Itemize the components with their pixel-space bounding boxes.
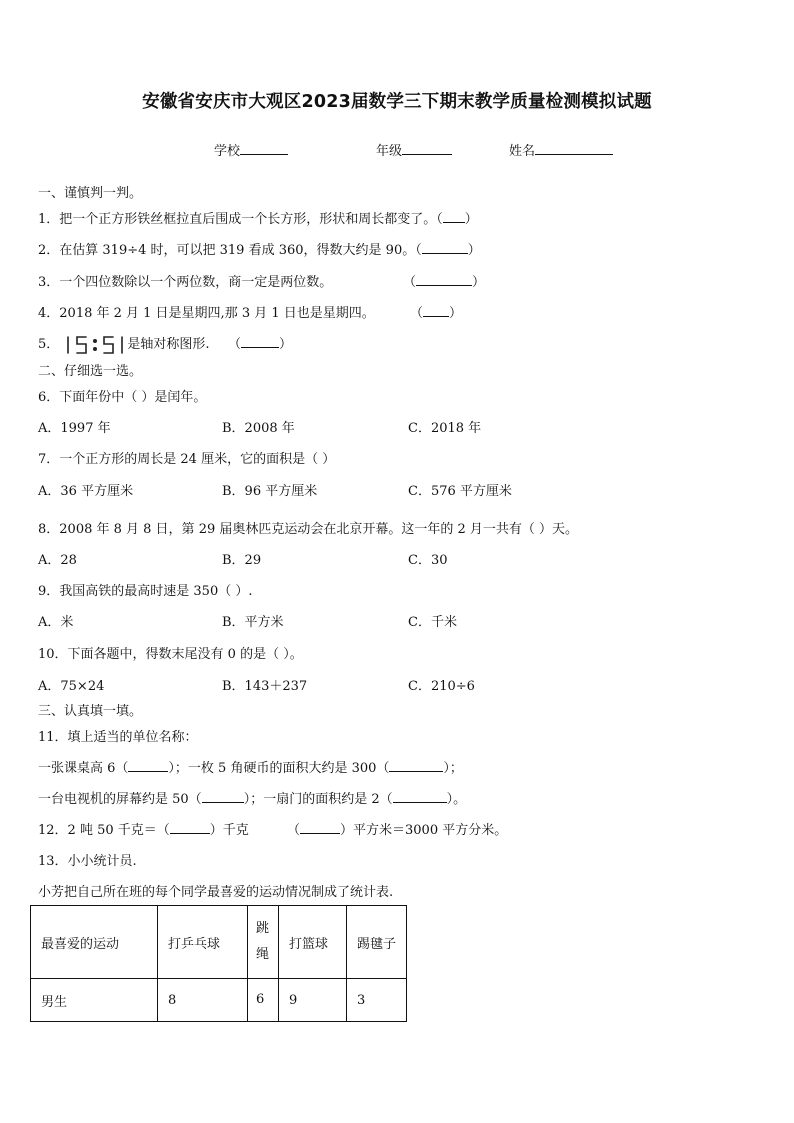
table-row-label: 男生	[31, 979, 158, 1022]
option-8c[interactable]: C．30	[408, 553, 448, 568]
answer-blank-4[interactable]	[423, 304, 449, 317]
page-title: 安徽省安庆市大观区2023届数学三下期末教学质量检测模拟试题	[142, 92, 652, 112]
name-blank[interactable]	[535, 142, 613, 155]
school-field[interactable]	[214, 140, 288, 159]
school-label: 学校	[214, 144, 241, 159]
question-4	[38, 302, 375, 321]
option-6a[interactable]: A．1997 年	[38, 421, 111, 436]
section-heading-judge: 一、谨慎判一判。	[38, 186, 143, 201]
question-5	[38, 333, 210, 355]
question-5-text: 是轴对称图形.	[127, 337, 210, 352]
question-4-answer	[410, 302, 462, 321]
question-11-line-2	[38, 788, 466, 807]
table-cell[interactable]: 9	[279, 979, 347, 1022]
grade-field[interactable]	[376, 140, 452, 159]
table-header-cell: 最喜爱的运动	[31, 906, 158, 979]
paren-close: ）	[467, 243, 481, 258]
paren-close: ）	[279, 337, 293, 352]
option-7c[interactable]: C．576 平方厘米	[408, 484, 512, 499]
option-7a[interactable]: A．36 平方厘米	[38, 484, 134, 499]
section-heading-fill: 三、认真填一填。	[38, 704, 143, 719]
table-header-cell: 打乒乓球	[158, 906, 248, 979]
section-heading-choice: 二、仔细选一选。	[38, 364, 143, 379]
question-3-text: 3．一个四位数除以一个两位数，商一定是两位数。	[38, 275, 333, 290]
answer-blank-11a[interactable]	[128, 759, 168, 772]
school-blank[interactable]	[240, 142, 288, 155]
table-header-cell: 打篮球	[279, 906, 347, 979]
option-10c[interactable]: C．210÷6	[408, 679, 475, 694]
question-3-answer	[403, 271, 485, 290]
sports-stat-table	[30, 905, 407, 1022]
question-1-text: 1．把一个正方形铁丝框拉直后围成一个长方形，形状和周长都变了。（	[38, 212, 443, 227]
text-segment: 12．2 吨 50 千克＝（	[38, 823, 170, 838]
name-field[interactable]	[509, 140, 613, 159]
text-segment: （	[287, 823, 301, 838]
text-segment: ）千克	[209, 823, 249, 838]
question-7: 7．一个正方形的周长是 24 厘米，它的面积是（ ）	[38, 452, 336, 467]
question-4-text: 4．2018 年 2 月 1 日是星期四,那 3 月 1 日也是星期四。	[38, 306, 375, 321]
question-13-description: 小芳把自己所在班的每个同学最喜爱的运动情况制成了统计表.	[38, 885, 394, 900]
name-label: 姓名	[509, 144, 536, 159]
table-header-row	[31, 906, 407, 979]
option-6b[interactable]: B．2008 年	[222, 421, 295, 436]
option-9a[interactable]: A．米	[38, 615, 74, 630]
answer-blank-5[interactable]	[241, 335, 279, 348]
question-3	[38, 271, 332, 290]
question-2	[38, 239, 481, 258]
paren-close: ）	[464, 212, 478, 227]
question-13: 13．小小统计员.	[38, 854, 137, 869]
question-5-answer	[228, 333, 292, 352]
question-8: 8．2008 年 8 月 8 日，第 29 届奥林匹克运动会在北京开幕。这一年的 2 月一共有（ ）天。	[38, 522, 579, 537]
paren-close: ）	[449, 306, 463, 321]
text-segment: ）。	[446, 792, 467, 807]
question-12	[38, 819, 249, 838]
question-6: 6．下面年份中（ ）是闰年。	[38, 390, 207, 405]
option-9b[interactable]: B．平方米	[222, 615, 284, 630]
answer-blank-12b[interactable]	[300, 821, 340, 834]
answer-blank-12a[interactable]	[170, 821, 210, 834]
option-10b[interactable]: B．143＋237	[222, 679, 308, 694]
answer-blank-1[interactable]	[443, 210, 465, 223]
question-11: 11．填上适当的单位名称：	[38, 730, 198, 745]
grade-blank[interactable]	[402, 142, 452, 155]
digital-clock-digits-image	[63, 335, 127, 355]
text-segment: ）；	[443, 761, 463, 776]
answer-blank-3[interactable]	[416, 273, 472, 286]
table-header-cell: 跳绳	[248, 906, 279, 979]
table-header-cell: 踢毽子	[347, 906, 407, 979]
answer-blank-11c[interactable]	[202, 790, 244, 803]
question-1	[38, 208, 478, 227]
table-row	[31, 979, 407, 1022]
text-segment: 一张课桌高 6（	[38, 761, 129, 776]
option-10a[interactable]: A．75×24	[38, 679, 105, 694]
table-cell[interactable]: 6	[248, 979, 279, 1022]
question-2-text: 2．在估算 319÷4 时，可以把 319 看成 360，得数大约是 90。（	[38, 243, 422, 258]
question-9: 9．我国高铁的最高时速是 350（ ）.	[38, 584, 253, 599]
paren-open: （	[228, 337, 242, 352]
question-12-part-2	[287, 819, 507, 838]
grade-label: 年级	[376, 144, 403, 159]
paren-close: ）	[472, 275, 486, 290]
question-5-number: 5．	[38, 337, 60, 352]
question-10: 10．下面各题中，得数末尾没有 0 的是（ ）。	[38, 647, 303, 662]
answer-blank-11b[interactable]	[389, 759, 443, 772]
option-8b[interactable]: B．29	[222, 553, 262, 568]
answer-blank-11d[interactable]	[393, 790, 447, 803]
text-segment: ）；一枚 5 角硬币的面积大约是 300（	[168, 761, 390, 776]
text-segment: 一台电视机的屏幕约是 50（	[38, 792, 202, 807]
text-segment: ）平方米＝3000 平方分米。	[340, 823, 508, 838]
paren-open: （	[410, 306, 424, 321]
option-6c[interactable]: C．2018 年	[408, 421, 482, 436]
text-segment: ）；一扇门的面积约是 2（	[243, 792, 393, 807]
option-9c[interactable]: C．千米	[408, 615, 457, 630]
paren-open: （	[403, 275, 417, 290]
table-cell[interactable]: 3	[347, 979, 407, 1022]
option-8a[interactable]: A．28	[38, 553, 77, 568]
option-7b[interactable]: B．96 平方厘米	[222, 484, 318, 499]
table-cell[interactable]: 8	[158, 979, 248, 1022]
question-11-line-1	[38, 757, 463, 776]
answer-blank-2[interactable]	[422, 241, 468, 254]
